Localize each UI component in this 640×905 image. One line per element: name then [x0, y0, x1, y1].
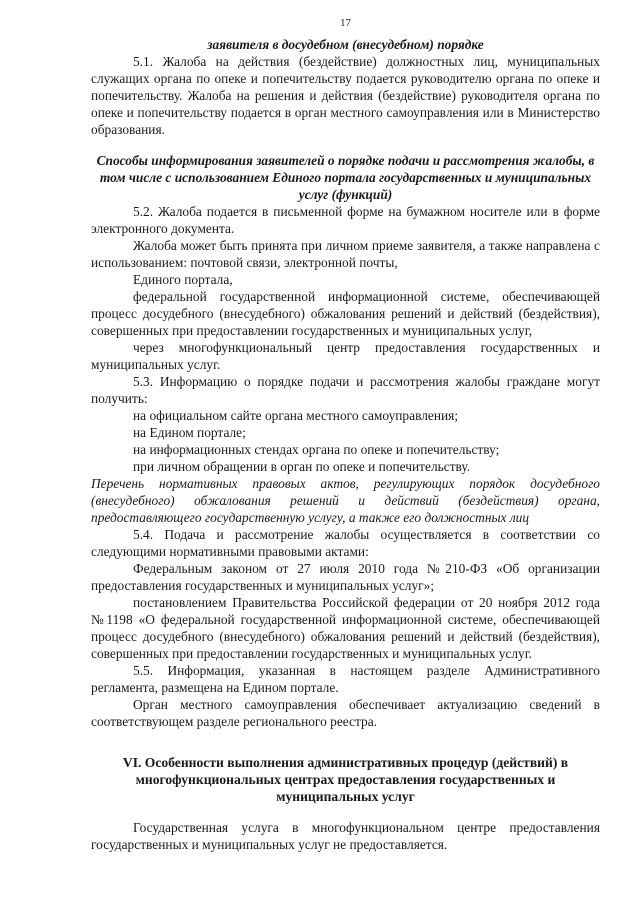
- section-vi-heading: VI. Особенности выполнения административных процедур (действий) в многофункциональных центрах предоставления государственных и муниципальных услуг: [122, 755, 569, 804]
- paragraph-5-5: 5.5. Информация, указанная в настоящем разделе Административного регламента, размещена на Едином портале.: [91, 663, 600, 695]
- info-item: при личном обращении в орган по опеке и попечительству.: [133, 459, 471, 474]
- paragraph-5-1: 5.1. Жалоба на действия (бездействие) должностных лиц, муниципальных служащих органа по опеке и попечительству подается руководителю органа по опеке и попечительству. Жалоба на решения и действия (бездействие) руководителя органа по опеке и попечительству подается в орган местного самоуправления или в Министерство образования.: [91, 54, 600, 137]
- paragraph-portal: Единого портала,: [133, 272, 233, 287]
- paragraph-vi: Государственная услуга в многофункциональном центре предоставления государственных и муниципальных услуг не предоставляется.: [91, 820, 600, 852]
- paragraph-5-4: 5.4. Подача и рассмотрение жалобы осуществляется в соответствии со следующими нормативными правовыми актами:: [91, 527, 600, 559]
- intro-heading: заявителя в досудебном (внесудебном) порядке: [207, 37, 484, 52]
- legal-acts-heading: Перечень нормативных правовых актов, регулирующих порядок досудебного (внесудебного) обжалования решений и действий (бездействия) органа, предоставляющего государственную услугу, а также его должностных лиц: [91, 476, 600, 525]
- paragraph-5-3: 5.3. Информацию о порядке подачи и рассмотрения жалобы граждане могут получить:: [91, 374, 600, 406]
- page-number: 17: [340, 17, 351, 29]
- paragraph-law-210: Федеральным законом от 27 июля 2010 года №210-ФЗ «Об организации предоставления государственных и муниципальных услуг»;: [91, 561, 600, 593]
- paragraph-accept: Жалоба может быть принята при личном приеме заявителя, а также направлена с использованием: почтовой связи, электронной почты,: [91, 238, 600, 270]
- paragraph-mfc: через многофункциональный центр предоставления государственных и муниципальных услуг.: [91, 340, 600, 372]
- info-item: на информационных стендах органа по опеке и попечительству;: [133, 442, 500, 457]
- section-heading-informing: Способы информирования заявителей о порядке подачи и рассмотрения жалобы, в том числе с использованием Единого портала государственных и муниципальных услуг (функций): [96, 153, 595, 202]
- paragraph-update: Орган местного самоуправления обеспечивает актуализацию сведений в соответствующем разделе регионального реестра.: [91, 697, 600, 729]
- paragraph-decree-1198: постановлением Правительства Российской федерации от 20 ноября 2012 года №1198 «О федеральной государственной информационной системе, обеспечивающей процесс досудебного (внесудебного) обжалования решений и действий (бездействия), совершенных при предоставлении государственных и муниципальных услуг.: [91, 595, 600, 661]
- info-item: на Едином портале;: [133, 425, 246, 440]
- paragraph-5-2: 5.2. Жалоба подается в письменной форме на бумажном носителе или в форме электронного документа.: [91, 204, 600, 236]
- paragraph-federal-system: федеральной государственной информационной системе, обеспечивающей процесс досудебного (внесудебного) обжалования решений и действий (бездействия), совершенных при предоставлении государственных и муниципальных услуг,: [91, 289, 600, 338]
- info-item: на официальном сайте органа местного самоуправления;: [133, 408, 459, 423]
